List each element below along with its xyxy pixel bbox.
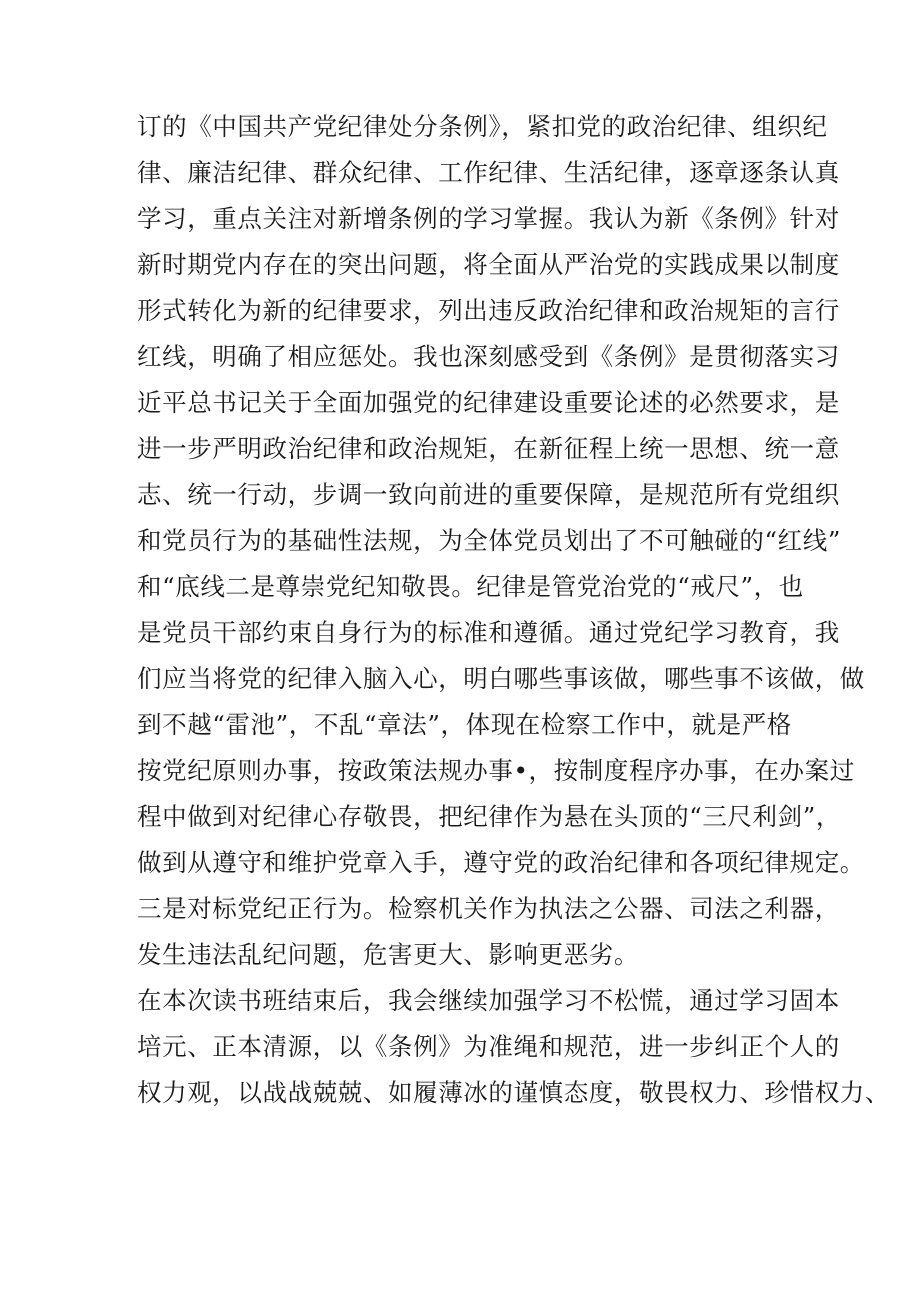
text-line: 志、统一行动，步调一致向前进的重要保障，是规范所有党组织	[137, 480, 840, 509]
text-line: 权力观，以战战兢兢、如履薄冰的谨慎态度，敬畏权力、珍惜权力、	[137, 1078, 890, 1107]
text-line: 学习，重点关注对新增条例的学习掌握。我认为新《条例》针对	[137, 204, 840, 233]
text-line: 发生违法乱纪问题，危害更大、影响更恶劣。	[137, 940, 639, 969]
text-line: 三是对标党纪正行为。检察机关作为执法之公器、司法之利器，	[137, 894, 840, 923]
text-line: 近平总书记关于全面加强党的纪律建设重要论述的必然要求，是	[137, 388, 840, 417]
text-line: 红线，明确了相应惩处。我也深刻感受到《条例》是贯彻落实习	[137, 342, 840, 371]
text-line: 到不越“雷池”，不乱“章法”，体现在检察工作中，就是严格	[137, 710, 792, 739]
text-line: 们应当将党的纪律入脑入心，明白哪些事该做，哪些事不该做，做	[137, 664, 865, 693]
text-line: 程中做到对纪律心存敬畏，把纪律作为悬在头顶的“三尺利剑”，	[137, 802, 841, 831]
text-line: 做到从遵守和维护党章入手，遵守党的政治纪律和各项纪律规定。	[137, 848, 865, 877]
text-line: 按党纪原则办事，按政策法规办事•，按制度程序办事，在办案过	[137, 756, 855, 785]
text-line: 和党员行为的基础性法规，为全体党员划出了不可触碰的“红线”	[137, 526, 841, 555]
text-line: 形式转化为新的纪律要求，列出违反政治纪律和政治规矩的言行	[137, 296, 840, 325]
text-line: 新时期党内存在的突出问题，将全面从严治党的实践成果以制度	[137, 250, 840, 279]
text-line: 订的《中国共产党纪律处分条例》，紧扣党的政治纪律、组织纪	[137, 112, 828, 141]
text-line: 进一步严明政治纪律和政治规矩，在新征程上统一思想、统一意	[137, 434, 840, 463]
text-line: 是党员干部约束自身行为的标准和遵循。通过党纪学习教育，我	[137, 618, 840, 647]
body-text	[137, 104, 890, 1116]
text-line: 培元、正本清源，以《条例》为准绳和规范，进一步纠正个人的	[137, 1032, 840, 1061]
text-line: 和“底线二是尊崇党纪知敬畏。纪律是管党治党的“戒尺”，也	[137, 572, 804, 601]
text-line: 律、廉洁纪律、群众纪律、工作纪律、生活纪律，逐章逐条认真	[137, 158, 840, 187]
text-line: 在本次读书班结束后，我会继续加强学习不松慌，通过学习固本	[137, 986, 840, 1015]
